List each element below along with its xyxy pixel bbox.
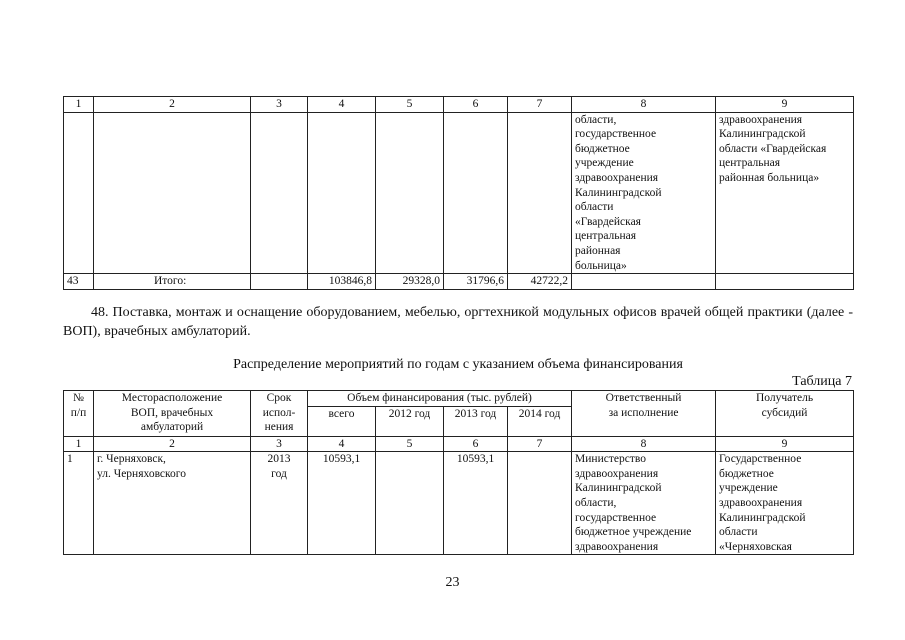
column-number-row <box>64 97 854 113</box>
table-7 <box>63 390 854 555</box>
responsible-cell: области, государственное бюджетное учреждение здравоохранения Калининградской области «Гвардейская центральная районная больница» <box>572 112 716 274</box>
header-2013: 2013 год <box>444 406 508 436</box>
column-number: 8 <box>572 436 716 452</box>
empty-cell <box>251 112 308 274</box>
location-cell: г. Черняховск, ул. Черняховского <box>94 452 251 555</box>
column-number: 3 <box>251 436 308 452</box>
row-number: 43 <box>64 274 94 290</box>
column-number: 6 <box>444 436 508 452</box>
amount-2014 <box>508 452 572 555</box>
empty-cell <box>94 112 251 274</box>
column-number: 4 <box>308 436 376 452</box>
empty-cell <box>64 112 94 274</box>
amount-2014: 42722,2 <box>508 274 572 290</box>
row-number: 1 <box>64 452 94 555</box>
header-2012: 2012 год <box>376 406 444 436</box>
header-total: всего <box>308 406 376 436</box>
column-number: 7 <box>508 436 572 452</box>
column-number: 3 <box>251 97 308 113</box>
total-amount: 10593,1 <box>308 452 376 555</box>
header-num: № п/п <box>64 391 94 437</box>
column-number-row <box>64 436 854 452</box>
empty-cell <box>572 274 716 290</box>
column-number: 7 <box>508 97 572 113</box>
header-funding-group: Объем финансирования (тыс. рублей) <box>308 391 572 407</box>
header-2014: 2014 год <box>508 406 572 436</box>
total-amount: 103846,8 <box>308 274 376 290</box>
column-number: 1 <box>64 97 94 113</box>
header-location: Месторасположение ВОП, врачебных амбулаторий <box>94 391 251 437</box>
recipient-cell: здравоохранения Калининградской области «Гвардейская центральная районная больница» <box>716 112 854 274</box>
term-cell: 2013 год <box>251 452 308 555</box>
column-number: 1 <box>64 436 94 452</box>
total-row <box>64 274 854 290</box>
page-number: 23 <box>445 575 460 590</box>
empty-cell <box>508 112 572 274</box>
column-number: 9 <box>716 97 854 113</box>
column-number: 2 <box>94 436 251 452</box>
empty-cell <box>376 112 444 274</box>
header-term: Срок испол- нения <box>251 391 308 437</box>
empty-cell <box>308 112 376 274</box>
continuation-table <box>63 96 854 290</box>
column-number: 9 <box>716 436 854 452</box>
paragraph-48: 48. Поставка, монтаж и оснащение оборудованием, мебелью, оргтехникой модульных офисов врачей общей практики (далее - ВОП), врачебных амбулаторий. <box>63 305 853 339</box>
distribution-title: Распределение мероприятий по годам с указанием объема финансирования <box>233 357 683 372</box>
total-label: Итого: <box>94 274 251 290</box>
responsible-cell: Министерство здравоохранения Калининградской области, государственное бюджетное учреждение здравоохранения <box>572 452 716 555</box>
column-number: 2 <box>94 97 251 113</box>
amount-2012: 29328,0 <box>376 274 444 290</box>
empty-cell <box>716 274 854 290</box>
column-number: 8 <box>572 97 716 113</box>
amount-2012 <box>376 452 444 555</box>
column-number: 5 <box>376 97 444 113</box>
column-number: 4 <box>308 97 376 113</box>
header-responsible: Ответственный за исполнение <box>572 391 716 437</box>
empty-cell <box>444 112 508 274</box>
header-recipient: Получатель субсидий <box>716 391 854 437</box>
recipient-cell: Государственное бюджетное учреждение здравоохранения Калининградской области «Черняховская <box>716 452 854 555</box>
empty-cell <box>251 274 308 290</box>
header-row <box>64 391 854 407</box>
table-label: Таблица 7 <box>792 374 852 389</box>
column-number: 5 <box>376 436 444 452</box>
table-row <box>64 452 854 555</box>
amount-2013: 10593,1 <box>444 452 508 555</box>
column-number: 6 <box>444 97 508 113</box>
amount-2013: 31796,6 <box>444 274 508 290</box>
table-row <box>64 112 854 274</box>
